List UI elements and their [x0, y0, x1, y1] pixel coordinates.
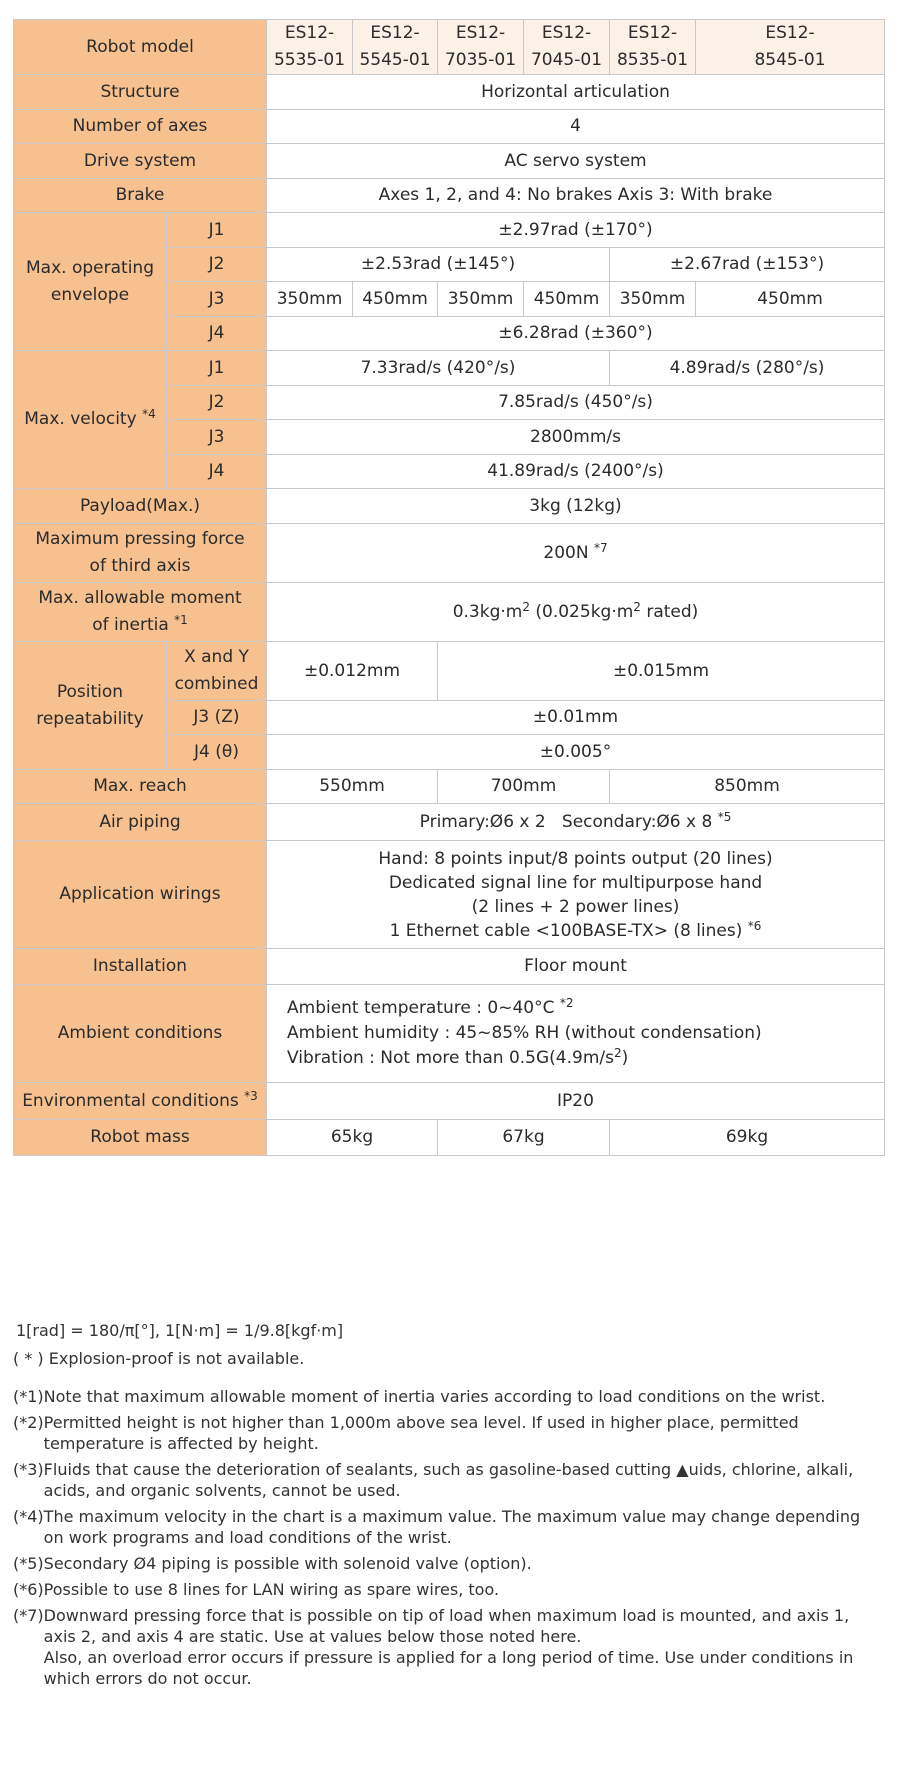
ambient-label: Ambient conditions — [14, 985, 267, 1083]
drive-value: AC servo system — [267, 144, 885, 179]
repeatability-xy-label: X and Y combined — [167, 642, 267, 701]
velocity-j4-value: 41.89rad/s (2400°/s) — [267, 455, 885, 489]
axes-row — [14, 110, 885, 144]
installation-value: Floor mount — [267, 949, 885, 985]
mass-value: 67kg — [438, 1120, 610, 1156]
envelope-j3-value: 450mm — [353, 282, 438, 317]
drive-label: Drive system — [14, 144, 267, 179]
velocity-j3-label: J3 — [167, 420, 267, 455]
footnote-ref: *1 — [174, 613, 188, 627]
velocity-j4-label: J4 — [167, 455, 267, 489]
payload-label: Payload(Max.) — [14, 489, 267, 524]
model-header: ES12- 7035-01 — [438, 20, 524, 75]
velocity-j1-value-b: 4.89rad/s (280°/s) — [610, 351, 885, 386]
brake-value: Axes 1, 2, and 4: No brakes Axis 3: With brake — [267, 179, 885, 213]
envelope-j3-label: J3 — [167, 282, 267, 317]
velocity-j2-value: 7.85rad/s (450°/s) — [267, 386, 885, 420]
installation-row — [14, 949, 885, 985]
axes-value: 4 — [267, 110, 885, 144]
inertia-label: Max. allowable moment of inertia $^{*1}$ — [14, 583, 267, 642]
reach-row — [14, 770, 885, 804]
mass-label: Robot mass — [14, 1120, 267, 1156]
robot-spec-table — [13, 19, 885, 1156]
footnote-ref: *2 — [559, 996, 574, 1010]
model-header: ES12- 8545-01 — [696, 20, 885, 75]
envelope-j1-row — [14, 213, 885, 248]
footnote-ref: *5 — [717, 809, 732, 824]
drive-row — [14, 144, 885, 179]
structure-value: Horizontal articulation — [267, 75, 885, 110]
footnote-item: (*5) Secondary Ø4 piping is possible with solenoid valve (option). — [13, 1554, 532, 1573]
inertia-row — [14, 583, 885, 642]
pressing-row — [14, 524, 885, 583]
environment-label: Environmental conditions $^{*3}$ — [14, 1083, 267, 1120]
reach-label: Max. reach — [14, 770, 267, 804]
footnote-ref: *3 — [244, 1088, 258, 1103]
footnote-item: (*7) Downward pressing force that is possible on tip of load when maximum load is mounted, and axis 1, axis 2, and axis 4 are static. Use at values below those noted here. Also, an overload error occurs if pressure is applied for a long period of time. Use under conditions in which errors do not occur. — [13, 1606, 854, 1688]
payload-value: 3kg (12kg) — [267, 489, 885, 524]
footnote-item: (*4) The maximum velocity in the chart is a maximum value. The maximum value may change depending on work programs and load conditions of the wrist. — [13, 1507, 861, 1547]
header-row — [14, 20, 885, 75]
envelope-j2-label: J2 — [167, 248, 267, 282]
model-header: ES12- 7045-01 — [524, 20, 610, 75]
air-row — [14, 804, 885, 841]
footnote-item: (*2) Permitted height is not higher than 1,000m above sea level. If used in higher place, permitted temperature is affected by height. — [13, 1413, 799, 1453]
installation-label: Installation — [14, 949, 267, 985]
envelope-j3-value: 450mm — [696, 282, 885, 317]
mass-value: 65kg — [267, 1120, 438, 1156]
envelope-j3-value: 350mm — [610, 282, 696, 317]
footnote-ref: *7 — [593, 540, 608, 555]
envelope-j1-label: J1 — [167, 213, 267, 248]
envelope-j3-value: 350mm — [267, 282, 353, 317]
footnote-ref: *4 — [142, 407, 156, 421]
mass-value: 69kg — [610, 1120, 885, 1156]
repeatability-j3-value: ±0.01mm — [267, 701, 885, 735]
reach-value: 850mm — [610, 770, 885, 804]
reach-value: 700mm — [438, 770, 610, 804]
brake-label: Brake — [14, 179, 267, 213]
velocity-j3-value: 2800mm/s — [267, 420, 885, 455]
repeatability-label: Position repeatability — [14, 642, 167, 770]
air-value: Primary:Ø6 x 2 Secondary:Ø6 x 8 $^{*5}$ — [267, 804, 885, 841]
footnote-item: (*1) Note that maximum allowable moment of inertia varies according to load conditions on the wrist. — [13, 1387, 826, 1406]
brake-row — [14, 179, 885, 213]
envelope-j1-value: ±2.97rad (±170°) — [267, 213, 885, 248]
repeatability-j4-value: ±0.005° — [267, 735, 885, 770]
footnote-item: (*3) Fluids that cause the deterioration of sealants, such as gasoline-based cutting ▲uids, chlorine, alkali, acids, and organic solvents, cannot be used. — [13, 1460, 854, 1500]
envelope-label: Max. operating envelope — [14, 213, 167, 351]
robot-model-label: Robot model — [14, 20, 267, 75]
pressing-label: Maximum pressing force of third axis — [14, 524, 267, 583]
environment-value: IP20 — [267, 1083, 885, 1120]
environment-row — [14, 1083, 885, 1120]
repeatability-xy-value-b: ±0.015mm — [438, 642, 885, 701]
velocity-j1-value-a: 7.33rad/s (420°/s) — [267, 351, 610, 386]
ambient-row — [14, 985, 885, 1083]
wirings-value: Hand: 8 points input/8 points output (20 lines) Dedicated signal line for multipurpose hand (2 lines + 2 power lines) 1 Ethernet cable <100BASE-TX> (8 lines) $^{*6}$ — [267, 841, 885, 949]
wirings-label: Application wirings — [14, 841, 267, 949]
repeatability-xy-value-a: ±0.012mm — [267, 642, 438, 701]
velocity-j1-row — [14, 351, 885, 386]
model-header: ES12- 5535-01 — [267, 20, 353, 75]
model-header: ES12- 5545-01 — [353, 20, 438, 75]
axes-label: Number of axes — [14, 110, 267, 144]
velocity-j2-label: J2 — [167, 386, 267, 420]
ambient-value: Ambient temperature : 0~40°C $^{*2}$ Ambient humidity : 45~85% RH (without condensation) Vibration : Not more than $0.5G(4.9m/s^2)$ — [267, 985, 885, 1083]
model-header: ES12- 8535-01 — [610, 20, 696, 75]
wirings-row — [14, 841, 885, 949]
explosion-proof-note: ( * ) Explosion-proof is not available. — [13, 1349, 305, 1368]
footnote-item: (*6) Possible to use 8 lines for LAN wiring as spare wires, too. — [13, 1580, 500, 1599]
envelope-j3-value: 350mm — [438, 282, 524, 317]
velocity-label: Max. velocity $^{*4}$ — [14, 351, 167, 489]
inertia-value: $0.3kg\cdot m^2$ ($0.025kg\cdot m^2$ rated) — [267, 583, 885, 642]
air-label: Air piping — [14, 804, 267, 841]
envelope-j4-label: J4 — [167, 317, 267, 351]
reach-value: 550mm — [267, 770, 438, 804]
footnote-ref: *6 — [747, 918, 762, 933]
structure-label: Structure — [14, 75, 267, 110]
repeatability-j4-label: J4 (θ) — [167, 735, 267, 770]
pressing-value: 200N $^{*7}$ — [267, 524, 885, 583]
notes-section — [13, 1320, 885, 1694]
payload-row — [14, 489, 885, 524]
velocity-j1-label: J1 — [167, 351, 267, 386]
mass-row — [14, 1120, 885, 1156]
repeatability-j3-label: J3 (Z) — [167, 701, 267, 735]
envelope-j2-value-a: ±2.53rad (±145°) — [267, 248, 610, 282]
envelope-j2-value-b: ±2.67rad (±153°) — [610, 248, 885, 282]
envelope-j4-value: ±6.28rad (±360°) — [267, 317, 885, 351]
envelope-j3-value: 450mm — [524, 282, 610, 317]
repeatability-xy-row — [14, 642, 885, 701]
unit-conversion-note: 1[rad] = 180/π[°], 1[N·m] = 1/9.8[kgf·m] — [16, 1321, 344, 1340]
structure-row — [14, 75, 885, 110]
